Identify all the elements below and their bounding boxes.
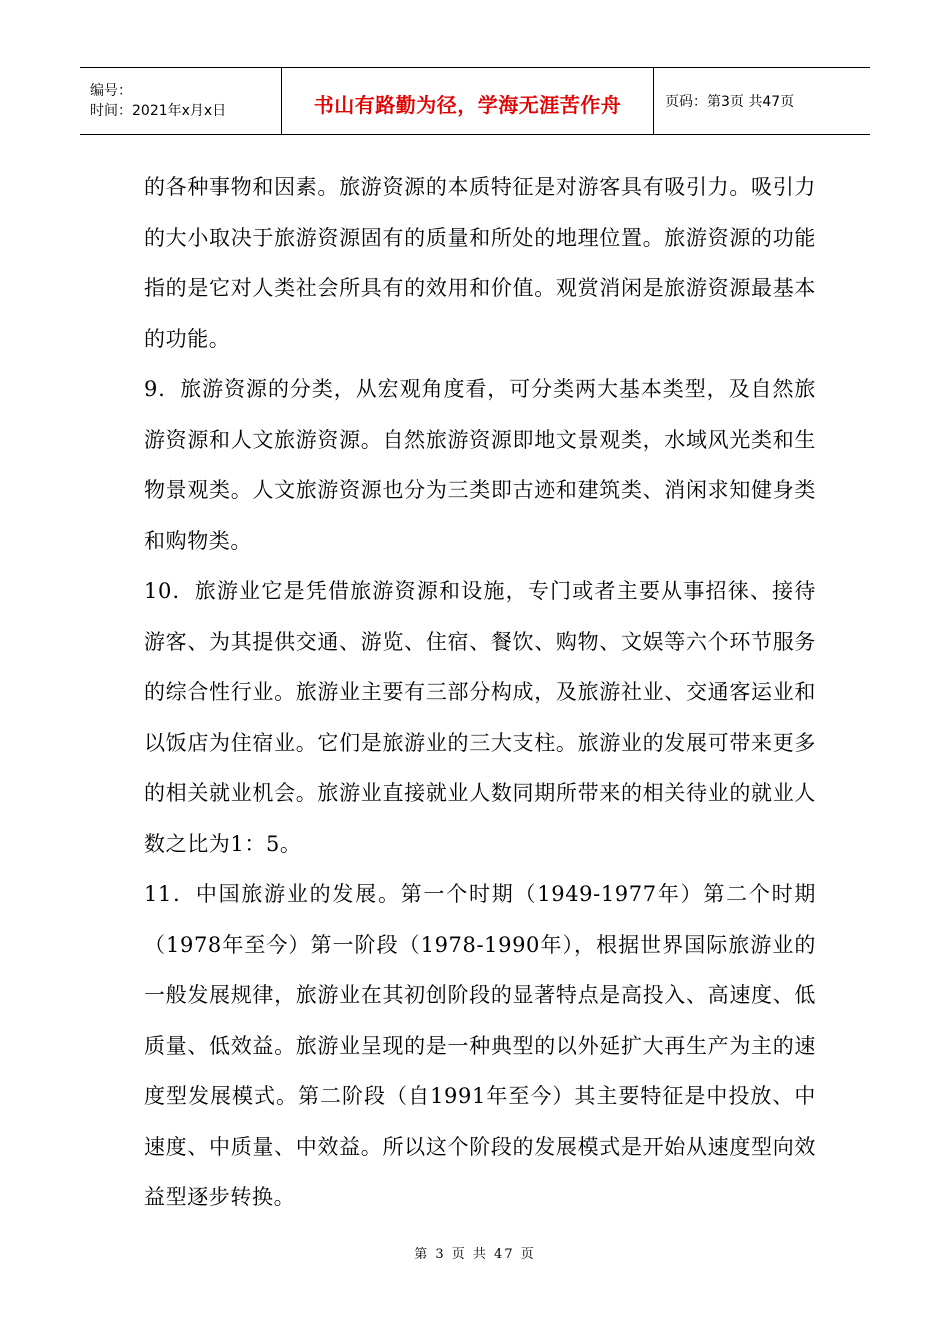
header-motto: 书山有路勤为径，学海无涯苦作舟 (313, 92, 622, 117)
header-meta (80, 68, 281, 134)
paragraph-item-10: 10．旅游业它是凭借旅游资源和设施，专门或者主要从事招徕、接待游客、为其提供交通、游览、住宿、餐饮、购物、文娱等六个环节服务的综合性行业。旅游业主要有三部分构成，及旅游社业、交通客运业和以饭店为住宿业。它们是旅游业的三大支柱。旅游业的发展可带来更多的相关就业机会。旅游业直接就业人数同期所带来的相关待业的就业人数之比为1：5。 (144, 579, 816, 856)
paragraph-item-11: 11．中国旅游业的发展。第一个时期（1949-1977年）第二个时期（1978年至今）第一阶段（1978-1990年），根据世界国际旅游业的一般发展规律，旅游业在其初创阶段的显著特点是高投入、高速度、低质量、低效益。旅游业呈现的是一种典型的以外延扩大再生产为主的速度型发展模式。第二阶段（自1991年至今）其主要特征是中投放、中速度、中质量、中效益。所以这个阶段的发展模式是开始从速度型向效益型逐步转换。 (144, 882, 816, 1209)
paragraph-resource-definition: 的各种事物和因素。旅游资源的本质特征是对游客具有吸引力。吸引力的大小取决于旅游资源固有的质量和所处的地理位置。旅游资源的功能指的是它对人类社会所具有的效用和价值。观赏消闲是旅游资源最基本的功能。 (144, 175, 816, 351)
page-footer: 第 3 页 共 47 页 (414, 1247, 536, 1262)
paragraph-item-9: 9．旅游资源的分类，从宏观角度看，可分类两大基本类型，及自然旅游资源和人文旅游资源。自然旅游资源即地文景观类，水域风光类和生物景观类。人文旅游资源也分为三类即古迹和建筑类、消闲求知健身类和购物类。 (144, 377, 816, 553)
header-motto-cell (281, 68, 654, 134)
date-label: 时间：2021年x月x日 (90, 103, 227, 119)
document-body (144, 162, 816, 1223)
serial-number-label: 编号： (90, 83, 132, 99)
header-page-info-cell (654, 68, 870, 134)
header-page-info: 页码：第3页 共47页 (665, 94, 795, 110)
page-header (80, 67, 870, 135)
